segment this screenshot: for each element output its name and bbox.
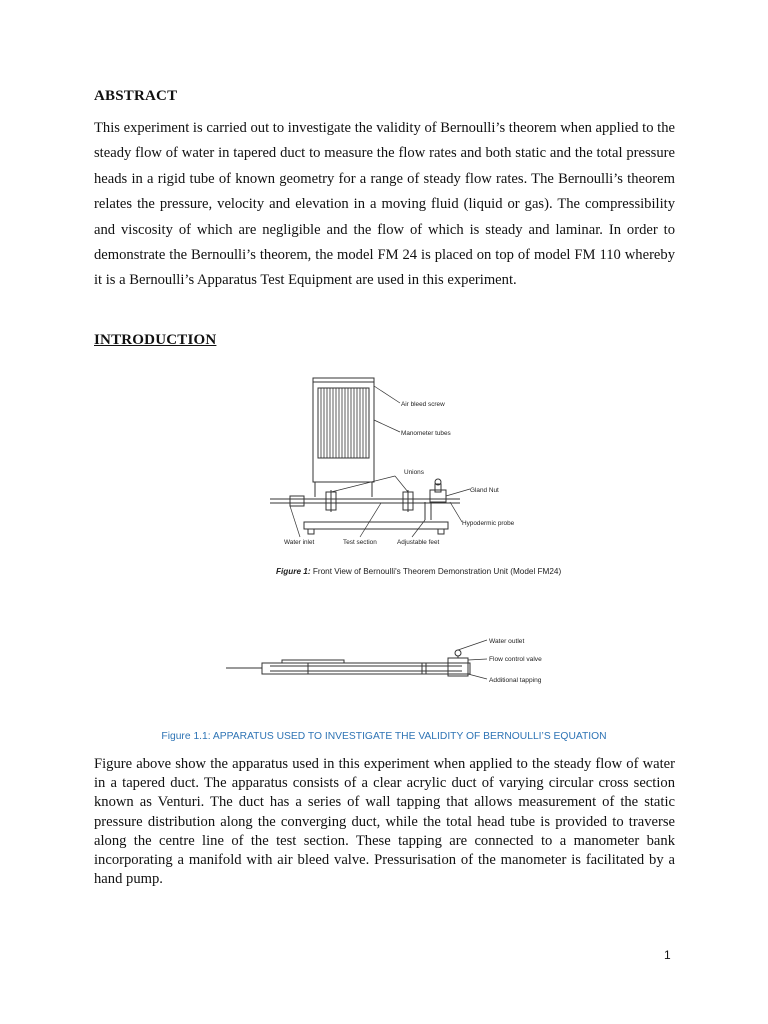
adjustable-foot-right xyxy=(438,529,444,534)
label-unions: Unions xyxy=(404,469,424,476)
tapping-rail xyxy=(282,660,344,663)
label-air-bleed-screw: Air bleed screw xyxy=(401,401,445,408)
figure1-caption xyxy=(276,567,561,576)
flow-control-valve-knob xyxy=(455,650,461,656)
manometer-board xyxy=(313,378,374,482)
introduction-heading: INTRODUCTION xyxy=(94,332,217,348)
manometer-tube-bank xyxy=(318,388,369,458)
figure2-diagram xyxy=(0,628,768,698)
abstract-heading: ABSTRACT xyxy=(94,88,178,104)
label-additional-tapping: Additional tapping xyxy=(489,677,542,684)
label-hypodermic-probe: Hypodermic probe xyxy=(462,520,515,527)
adjustable-foot-left xyxy=(308,529,314,534)
page-number: 1 xyxy=(664,948,671,962)
label-test-section: Test section xyxy=(343,539,377,546)
manometer-tubes xyxy=(321,388,366,458)
label-water-outlet: Water outlet xyxy=(489,638,525,645)
figure-title: Figure 1.1: APPARATUS USED TO INVESTIGATE THE VALIDITY OF BERNOULLI’S EQUATION xyxy=(161,731,607,742)
label-flow-control-valve: Flow control valve xyxy=(489,656,542,663)
label-adjustable-feet: Adjustable feet xyxy=(397,539,440,546)
label-water-inlet: Water inlet xyxy=(284,539,315,546)
water-inlet xyxy=(290,496,304,506)
figure1-diagram xyxy=(0,372,768,572)
abstract-paragraph: This experiment is carried out to investigate the validity of Bernoulli’s theorem when applied to the steady flow of water in tapered duct to measure the flow rates and both static and the total pressure heads in a rigid tube of known geometry for a range of steady flow rates. The Bernoulli’s theorem relates the pressure, velocity and elevation in a moving fluid (liquid or gas). The compressibility and viscosity of which are negligible and the flow of which is steady and laminar. In order to demonstrate the Bernoulli’s theorem, the model FM 24 is placed on top of model FM 110 whereby it is a Bernoulli’s Apparatus Test Equipment are used in this experiment. xyxy=(94,120,675,289)
label-manometer-tubes: Manometer tubes xyxy=(401,430,451,437)
duct-body xyxy=(262,663,470,674)
label-gland-nut: Gland Nut xyxy=(470,487,499,494)
figure1-caption-number: Figure 1: xyxy=(276,567,311,576)
figure1-caption-text: Front View of Bernoulli's Theorem Demonstration Unit (Model FM24) xyxy=(310,567,562,576)
apparatus-paragraph: Figure above show the apparatus used in this experiment when applied to the steady flow of water in a tapered duct. The apparatus consists of a clear acrylic duct of varying circular cross section known as Venturi. The duct has a series of wall tapping that allows measurement of the static pressure distribution along the converging duct, while the total head tube is provided to traverse along the centre line of the test section. These tapping are connected to a manometer bank incorporating a manifold with air bleed valve. Pressurisation of the manometer is facilitated by a hand pump. xyxy=(94,756,675,888)
base-plate xyxy=(304,522,448,529)
outlet-block xyxy=(448,658,468,676)
